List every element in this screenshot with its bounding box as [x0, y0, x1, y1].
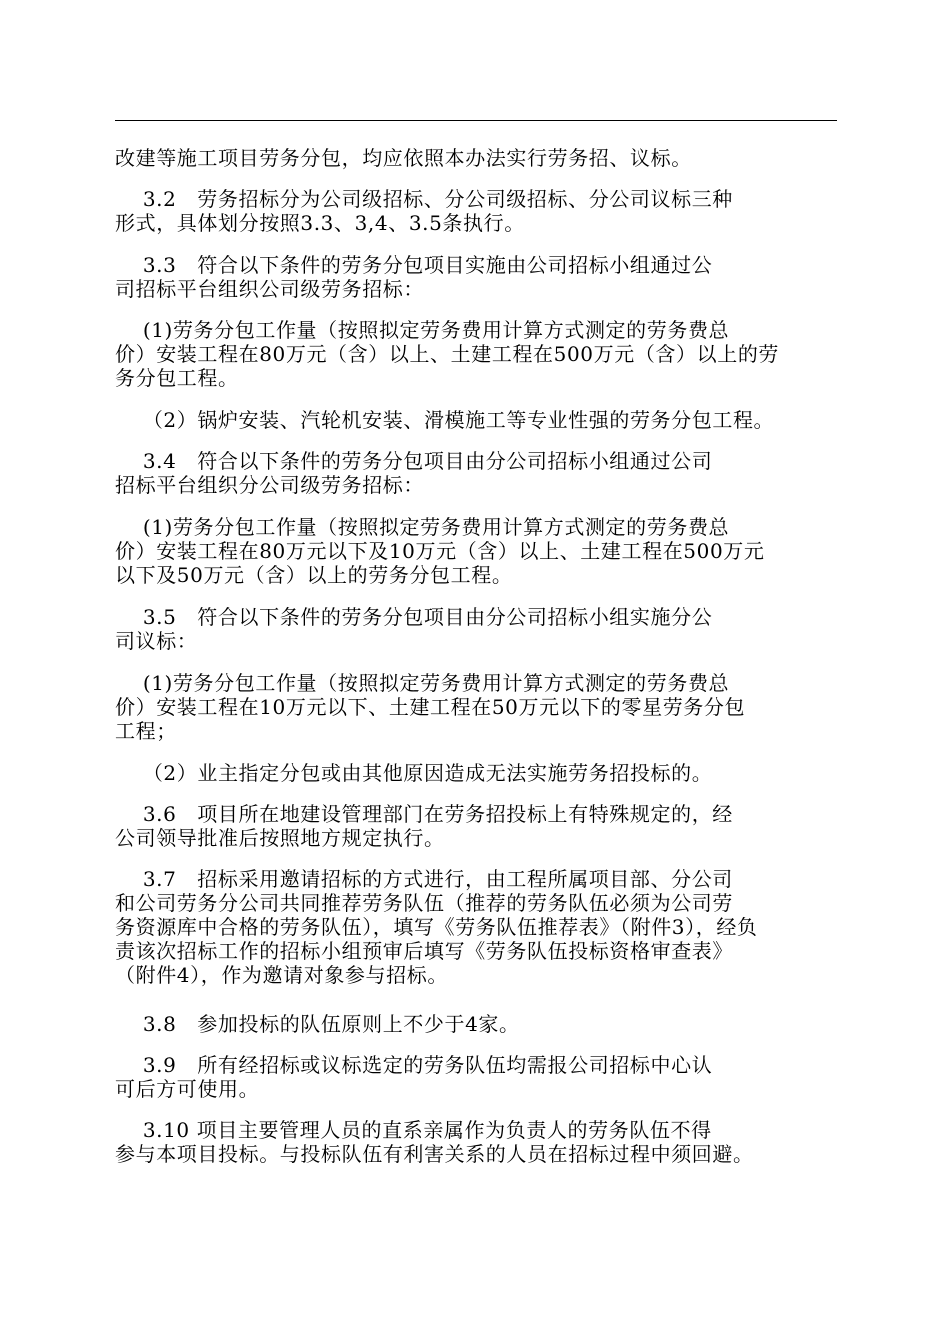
paragraph	[115, 761, 855, 785]
paragraph-line: (1)劳务分包工作量（按照拟定劳务费用计算方式测定的劳务费总	[115, 515, 730, 539]
paragraph	[115, 408, 855, 432]
paragraph	[115, 867, 855, 987]
paragraph-line: 3.8 参加投标的队伍原则上不少于4家。	[115, 1012, 520, 1036]
paragraph-line: 改建等施工项目劳务分包，均应依照本办法实行劳务招、议标。	[115, 146, 692, 170]
paragraph-line: 形式，具体划分按照3.3、3,4、3.5条执行。	[115, 211, 525, 235]
paragraph	[115, 146, 855, 170]
paragraph-line: 3.7 招标采用邀请招标的方式进行，由工程所属项目部、分公司	[115, 867, 733, 891]
paragraph-line: 务分包工程。	[115, 366, 239, 390]
paragraph-line: （2）业主指定分包或由其他原因造成无法实施劳务招投标的。	[115, 761, 713, 785]
paragraph-line: 3.10 项目主要管理人员的直系亲属作为负责人的劳务队伍不得	[115, 1118, 712, 1142]
header-rule	[115, 120, 837, 121]
paragraph-line: 价）安装工程在80万元以下及10万元（含）以上、土建工程在500万元	[115, 539, 765, 563]
paragraph-line: 3.2 劳务招标分为公司级招标、分公司级招标、分公司议标三种	[115, 187, 733, 211]
paragraph-line: 司招标平台组织公司级劳务招标：	[115, 277, 424, 301]
paragraph-line: 3.9 所有经招标或议标选定的劳务队伍均需报公司招标中心认	[115, 1053, 713, 1077]
paragraph	[115, 187, 855, 235]
paragraph-line: 招标平台组织分公司级劳务招标：	[115, 473, 424, 497]
paragraph-line: 3.4 符合以下条件的劳务分包项目由分公司招标小组通过公司	[115, 449, 713, 473]
paragraph-line: 3.3 符合以下条件的劳务分包项目实施由公司招标小组通过公	[115, 253, 713, 277]
paragraph-line: 和公司劳务分公司共同推荐劳务队伍（推荐的劳务队伍必须为公司劳	[115, 891, 733, 915]
paragraph-line: 以下及50万元（含）以上的劳务分包工程。	[115, 563, 513, 587]
paragraph-line: （附件4），作为邀请对象参与招标。	[115, 963, 448, 987]
paragraph	[115, 1053, 855, 1101]
paragraph-line: 价）安装工程在80万元（含）以上、土建工程在500万元（含）以上的劳	[115, 342, 780, 366]
paragraph-line: 3.6 项目所在地建设管理部门在劳务招投标上有特殊规定的，经	[115, 802, 733, 826]
paragraph	[115, 1012, 855, 1036]
paragraph-line: 责该次招标工作的招标小组预审后填写《劳务队伍投标资格审查表》	[115, 939, 733, 963]
paragraph-line: 价）安装工程在10万元以下、土建工程在50万元以下的零星劳务分包	[115, 695, 746, 719]
paragraph	[115, 1118, 855, 1166]
paragraph	[115, 605, 855, 653]
paragraph-line: 司议标：	[115, 629, 198, 653]
paragraph-line: (1)劳务分包工作量（按照拟定劳务费用计算方式测定的劳务费总	[115, 318, 730, 342]
paragraph-line: 参与本项目投标。与投标队伍有利害关系的人员在招标过程中须回避。	[115, 1142, 754, 1166]
paragraph-line: 3.5 符合以下条件的劳务分包项目由分公司招标小组实施分公	[115, 605, 713, 629]
paragraph-line: 务资源库中合格的劳务队伍），填写《劳务队伍推荐表》（附件3），经负	[115, 915, 758, 939]
paragraph	[115, 671, 855, 743]
paragraph-line: (1)劳务分包工作量（按照拟定劳务费用计算方式测定的劳务费总	[115, 671, 730, 695]
paragraph	[115, 802, 855, 850]
paragraph-line: （2）锅炉安装、汽轮机安装、滑模施工等专业性强的劳务分包工程。	[115, 408, 775, 432]
paragraph	[115, 515, 855, 587]
paragraph	[115, 449, 855, 497]
paragraph-line: 公司领导批准后按照地方规定执行。	[115, 826, 445, 850]
paragraph	[115, 253, 855, 301]
paragraph	[115, 318, 855, 390]
paragraph-line: 可后方可使用。	[115, 1077, 260, 1101]
paragraph-line: 工程；	[115, 719, 177, 743]
